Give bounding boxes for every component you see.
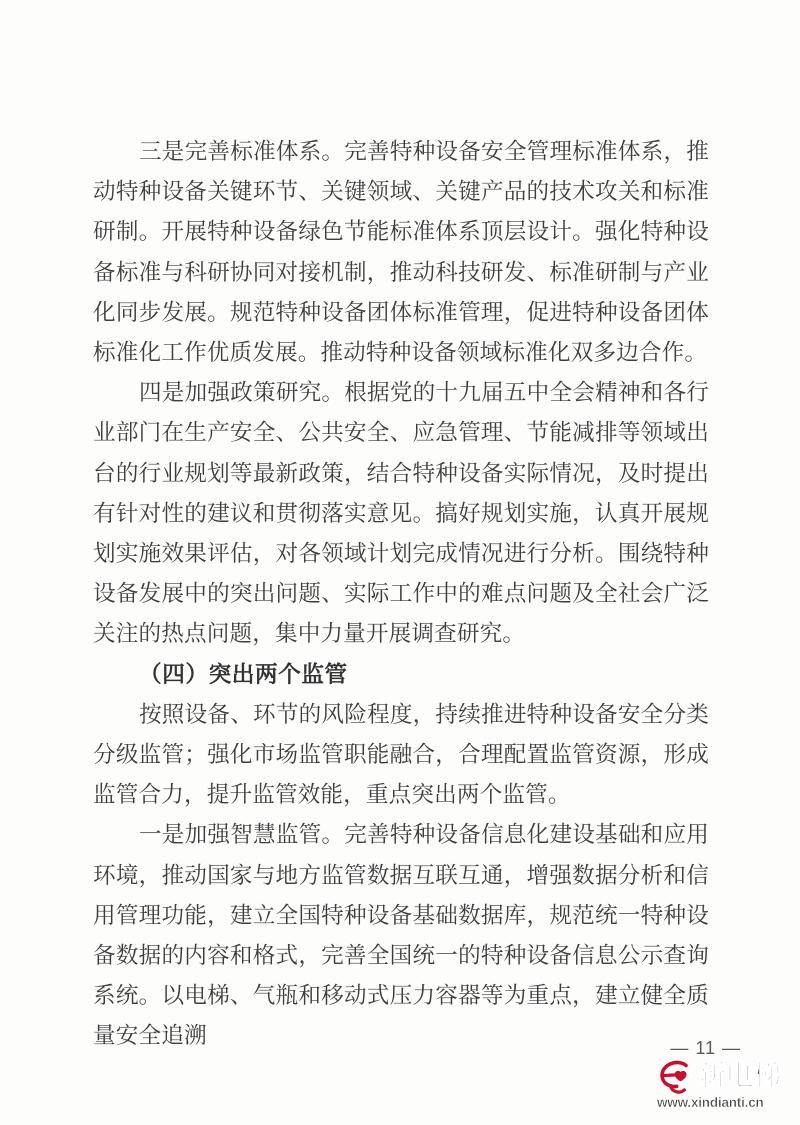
watermark-url: www.xindianti.cn	[657, 1095, 764, 1110]
page-number: — 11 —	[670, 1038, 741, 1058]
section-heading-four: （四）突出两个监管	[139, 661, 348, 687]
paragraph-classified-supervision: 按照设备、环节的风险程度，持续推进特种设备安全分类分级监管；强化市场监管职能融合，合理配置监管资源，形成监管合力，提升监管效能，重点突出两个监管。	[93, 701, 709, 808]
paragraph-four-policy-research: 四是加强政策研究。根据党的十九届五中全会精神和各行业部门在生产安全、公共安全、应急管理、节能减排等领域出台的行业规划等最新政策，结合特种设备实际情况，及时提出有针对性的建议和贯彻落实意见。搞好规划实施，认真开展规划实施效果评估，对各领域计划完成情况进行分析。围绕特种设备发展中的突出问题、实际工作中的难点问题及全社会广泛关注的热点问题，集中力量开展调查研究。	[93, 380, 709, 647]
paragraph-three-standards-system: 三是完善标准体系。完善特种设备安全管理标准体系，推动特种设备关键环节、关键领域、关键产品的技术攻关和标准研制。开展特种设备绿色节能标准体系顶层设计。强化特种设备标准与科研协同对接机制，推动科技研发、标准研制与产业化同步发展。规范特种设备团体标准管理，促进特种设备团体标准化工作优质发展。推动特种设备领域标准化双多边合作。	[93, 139, 709, 366]
watermark-brand-row	[655, 1056, 781, 1096]
watermark-brand-name: 新电梯	[698, 1060, 781, 1091]
page-footer	[0, 1036, 800, 1125]
watermark-logo	[655, 1056, 800, 1118]
xindianti-e-heart-icon	[655, 1056, 695, 1096]
paragraph-one-smart-supervision: 一是加强智慧监管。完善特种设备信息化建设基础和应用环境，推动国家与地方监管数据互联互通，增强数据分析和信用管理功能，建立全国特种设备基础数据库，规范统一特种设备数据的内容和格式，完善全国统一的特种设备信息公示查询系统。以电梯、气瓶和移动式压力容器等为重点，建立健全质量安全追溯	[93, 822, 709, 1049]
document-text-column	[93, 132, 709, 1057]
